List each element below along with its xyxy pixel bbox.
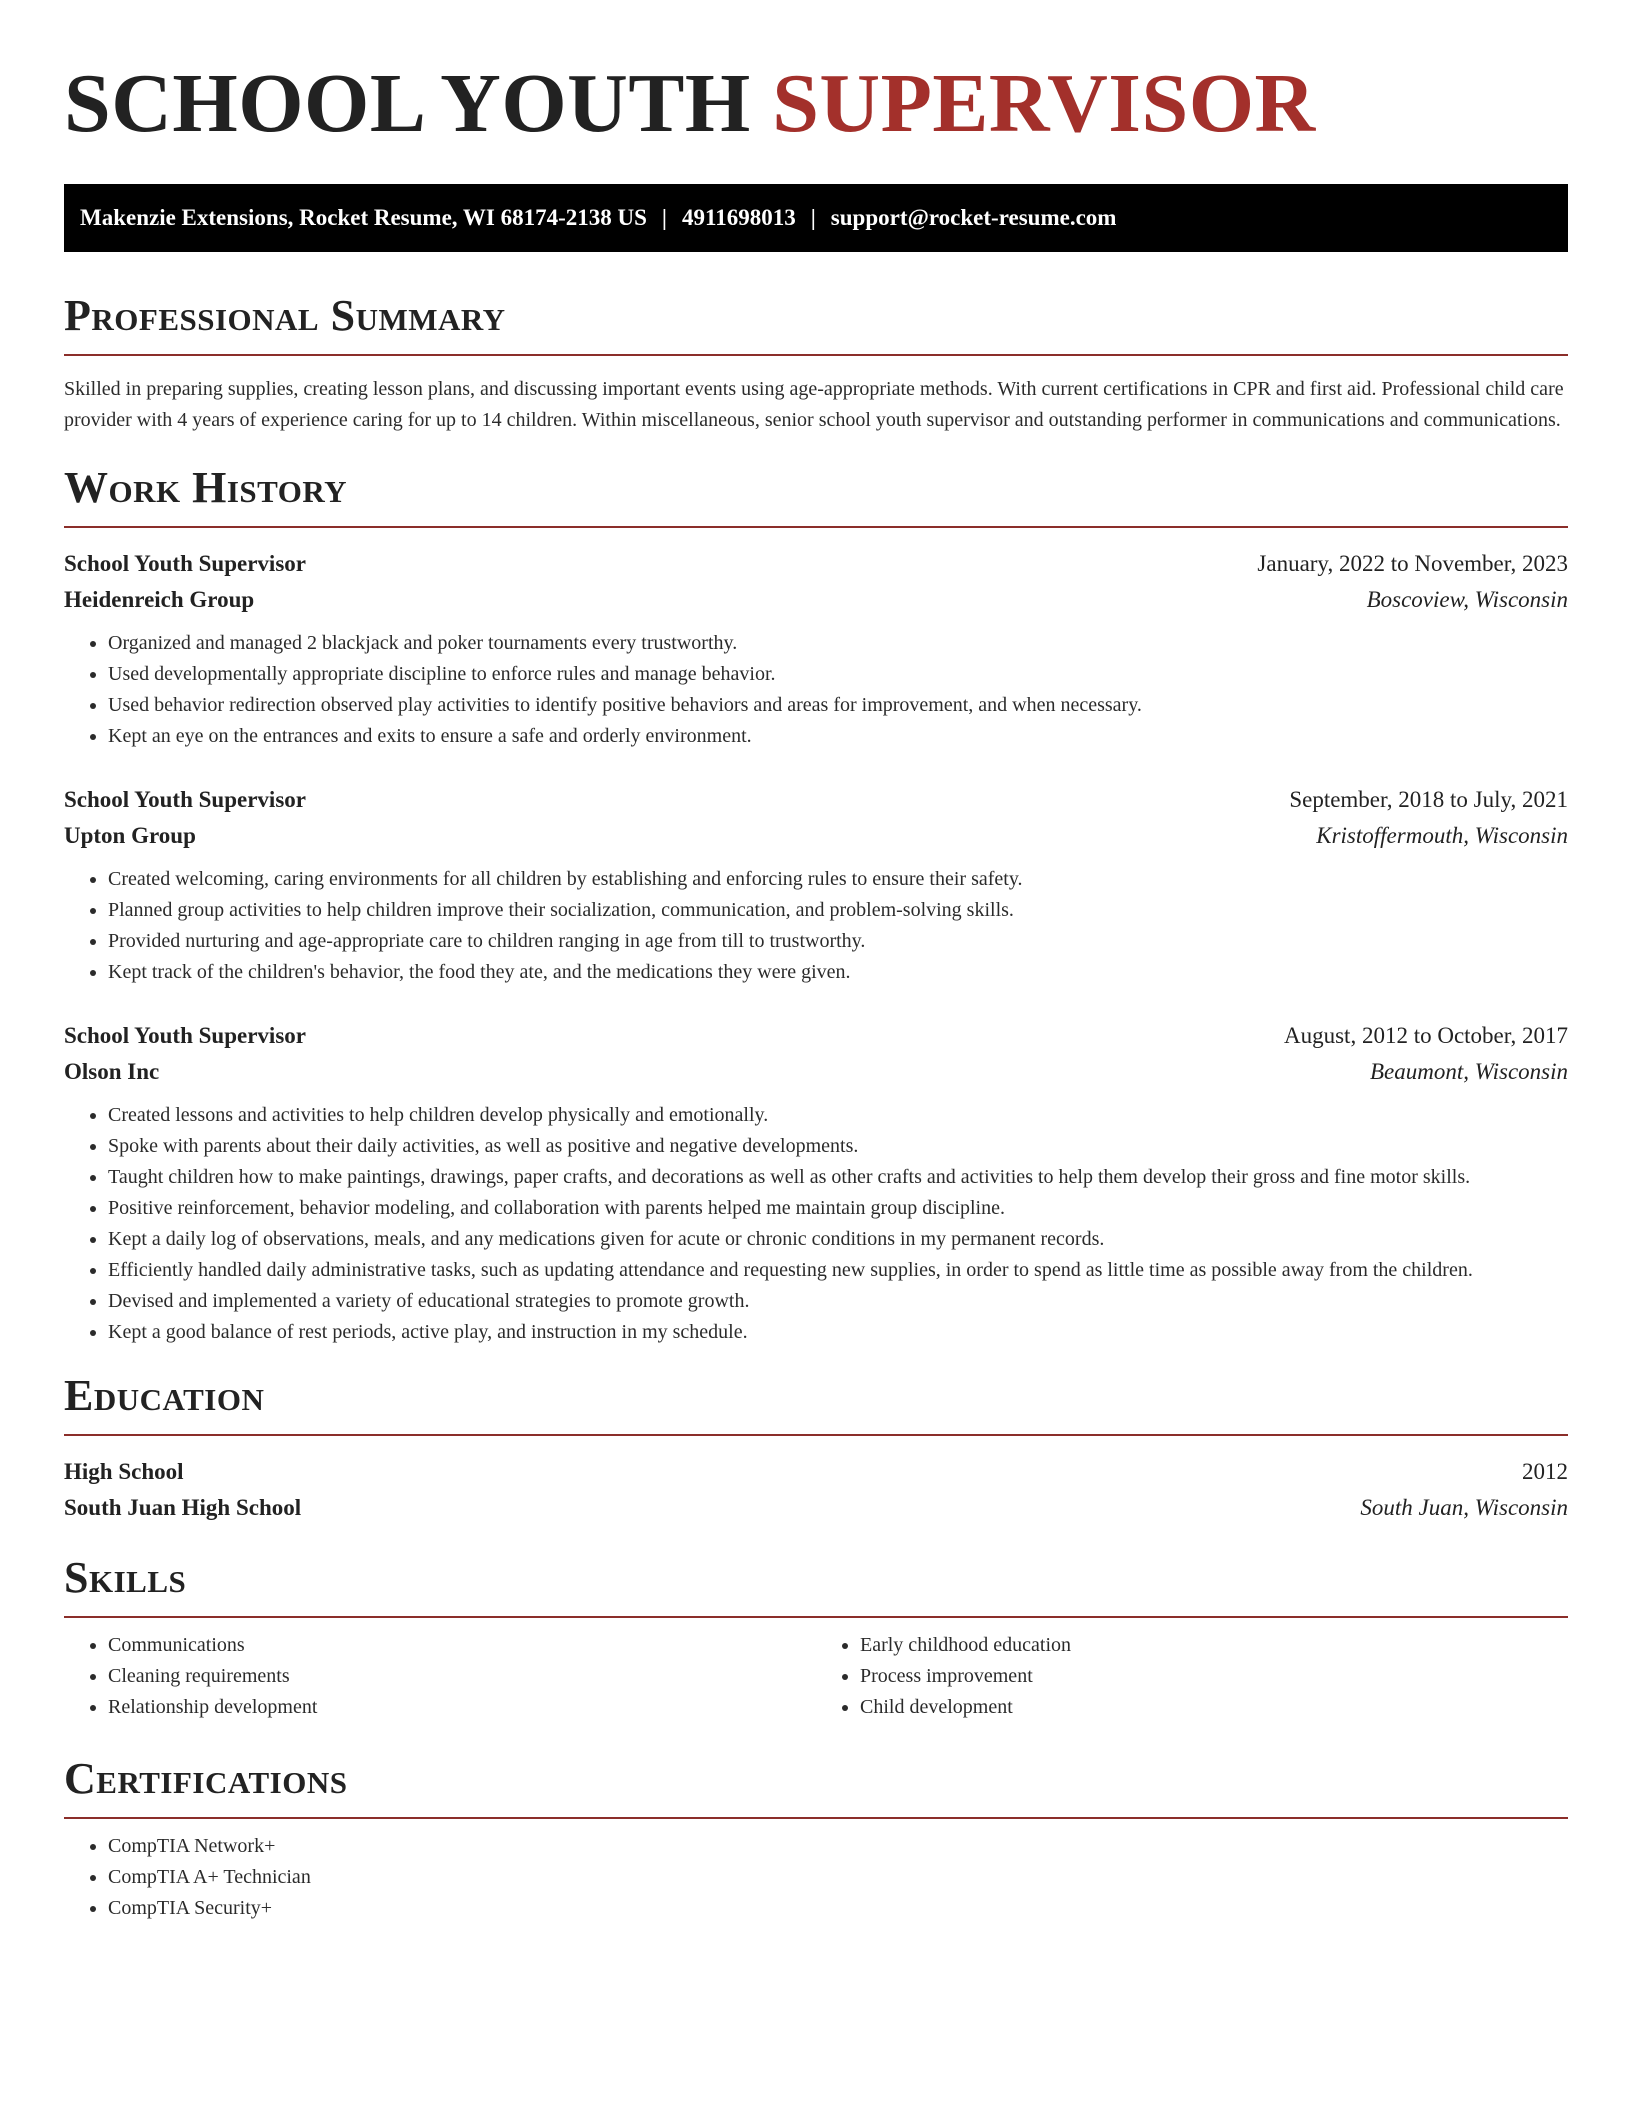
certification-item: • CompTIA A+ Technician: [108, 1862, 1568, 1893]
job-bullet: • Efficiently handled daily administrative tasks, such as updating attendance and requesting new supplies, in order to spend as little time as possible away from the children.: [108, 1255, 1568, 1286]
title-accent: SUPERVISOR: [772, 57, 1316, 150]
job-bullet: • Planned group activities to help children improve their socialization, communication, and problem-solving skills.: [108, 895, 1568, 926]
section-divider: [64, 1616, 1568, 1618]
summary-text: Skilled in preparing supplies, creating lesson plans, and discussing important events using age-appropriate methods. With current certifications in CPR and first aid. Professional child care provider with 4 years of experience caring for up to 14 children. Within miscellaneous, senior school youth supervisor and outstanding performer in communications and communications.: [64, 378, 1564, 431]
job-entry: [64, 546, 1568, 752]
job-bullets: [64, 1100, 1568, 1348]
job-bullet: • Spoke with parents about their daily activities, as well as positive and negative developments.: [108, 1131, 1568, 1162]
contact-phone: 4911698013: [681, 205, 796, 230]
title-main: SCHOOL YOUTH: [64, 57, 773, 150]
section-title-education: Education: [64, 1371, 265, 1420]
summary-section: [64, 290, 1568, 436]
skill-item: • Communications: [108, 1630, 816, 1661]
job-location: Beaumont, Wisconsin: [1369, 1059, 1568, 1084]
job-company-row: [64, 818, 1568, 854]
certification-item: • CompTIA Security+: [108, 1893, 1568, 1924]
job-bullet: • Kept track of the children's behavior, the food they ate, and the medications they were given.: [108, 957, 1568, 988]
job-bullet: • Kept a daily log of observations, meals, and any medications given for acute or chronic conditions in my permanent records.: [108, 1224, 1568, 1255]
skill-item: • Relationship development: [108, 1692, 816, 1723]
job-company-row: [64, 1054, 1568, 1090]
job-dates: January, 2022 to November, 2023: [1257, 551, 1568, 576]
contact-bar: [64, 184, 1568, 252]
skills-column-left: [64, 1630, 816, 1723]
section-title-skills: Skills: [64, 1553, 187, 1602]
job-title-row: [64, 546, 1568, 582]
skill-item: • Cleaning requirements: [108, 1661, 816, 1692]
job-company-row: [64, 582, 1568, 618]
education-year: 2012: [1522, 1459, 1568, 1484]
job-title-row: [64, 1018, 1568, 1054]
section-divider: [64, 1817, 1568, 1819]
job-company: Upton Group: [64, 823, 196, 848]
resume-title: [64, 0, 1568, 152]
contact-separator: |: [661, 205, 667, 230]
certification-item: • CompTIA Network+: [108, 1831, 1568, 1862]
job-bullet: • Created welcoming, caring environments for all children by establishing and enforcing rules to ensure their safety.: [108, 864, 1568, 895]
section-divider: [64, 526, 1568, 528]
certifications-list: [64, 1831, 1568, 1924]
section-title-summary: Professional Summary: [64, 291, 506, 340]
education-degree-row: [64, 1454, 1568, 1490]
job-title: School Youth Supervisor: [64, 787, 306, 812]
education-school: South Juan High School: [64, 1495, 302, 1520]
certifications-section: [64, 1753, 1568, 1924]
job-title: School Youth Supervisor: [64, 551, 306, 576]
job-company: Heidenreich Group: [64, 587, 255, 612]
job-dates: August, 2012 to October, 2017: [1284, 1023, 1568, 1048]
section-title-certifications: Certifications: [64, 1754, 348, 1803]
job-bullets: [64, 864, 1568, 988]
skills-grid: [64, 1630, 1568, 1723]
contact-separator: |: [810, 205, 816, 230]
contact-email: support@rocket-resume.com: [830, 205, 1117, 230]
job-bullet: • Provided nurturing and age-appropriate care to children ranging in age from till to trustworthy.: [108, 926, 1568, 957]
section-title-work: Work History: [64, 463, 348, 512]
job-bullet: • Kept an eye on the entrances and exits to ensure a safe and orderly environment.: [108, 721, 1568, 752]
skill-item: • Process improvement: [860, 1661, 1568, 1692]
job-company: Olson Inc: [64, 1059, 160, 1084]
job-location: Boscoview, Wisconsin: [1366, 587, 1568, 612]
job-bullet: • Created lessons and activities to help children develop physically and emotionally.: [108, 1100, 1568, 1131]
job-bullet: • Taught children how to make paintings, drawings, paper crafts, and decorations as well as other crafts and activities to help them develop their gross and fine motor skills.: [108, 1162, 1568, 1193]
education-entry: [64, 1454, 1568, 1526]
job-bullets: [64, 628, 1568, 752]
education-location: South Juan, Wisconsin: [1360, 1495, 1568, 1520]
work-history-section: [64, 462, 1568, 1348]
section-divider: [64, 354, 1568, 356]
education-school-row: [64, 1490, 1568, 1526]
skills-column-right: [816, 1630, 1568, 1723]
job-bullet: • Devised and implemented a variety of educational strategies to promote growth.: [108, 1286, 1568, 1317]
education-degree: High School: [64, 1459, 184, 1484]
skill-item: • Early childhood education: [860, 1630, 1568, 1661]
job-bullet: • Used behavior redirection observed play activities to identify positive behaviors and areas for improvement, and when necessary.: [108, 690, 1568, 721]
job-title-row: [64, 782, 1568, 818]
job-bullet: • Organized and managed 2 blackjack and poker tournaments every trustworthy.: [108, 628, 1568, 659]
job-location: Kristoffermouth, Wisconsin: [1316, 823, 1568, 848]
section-divider: [64, 1434, 1568, 1436]
job-entry: [64, 782, 1568, 988]
contact-address: Makenzie Extensions, Rocket Resume, WI 68174-2138 US: [80, 205, 647, 230]
job-bullet: • Kept a good balance of rest periods, active play, and instruction in my schedule.: [108, 1317, 1568, 1348]
job-bullet: • Used developmentally appropriate discipline to enforce rules and manage behavior.: [108, 659, 1568, 690]
skill-item: • Child development: [860, 1692, 1568, 1723]
education-section: [64, 1370, 1568, 1526]
job-entry: [64, 1018, 1568, 1348]
job-bullet: • Positive reinforcement, behavior modeling, and collaboration with parents helped me maintain group discipline.: [108, 1193, 1568, 1224]
job-dates: September, 2018 to July, 2021: [1289, 787, 1568, 812]
skills-section: [64, 1552, 1568, 1723]
job-title: School Youth Supervisor: [64, 1023, 306, 1048]
